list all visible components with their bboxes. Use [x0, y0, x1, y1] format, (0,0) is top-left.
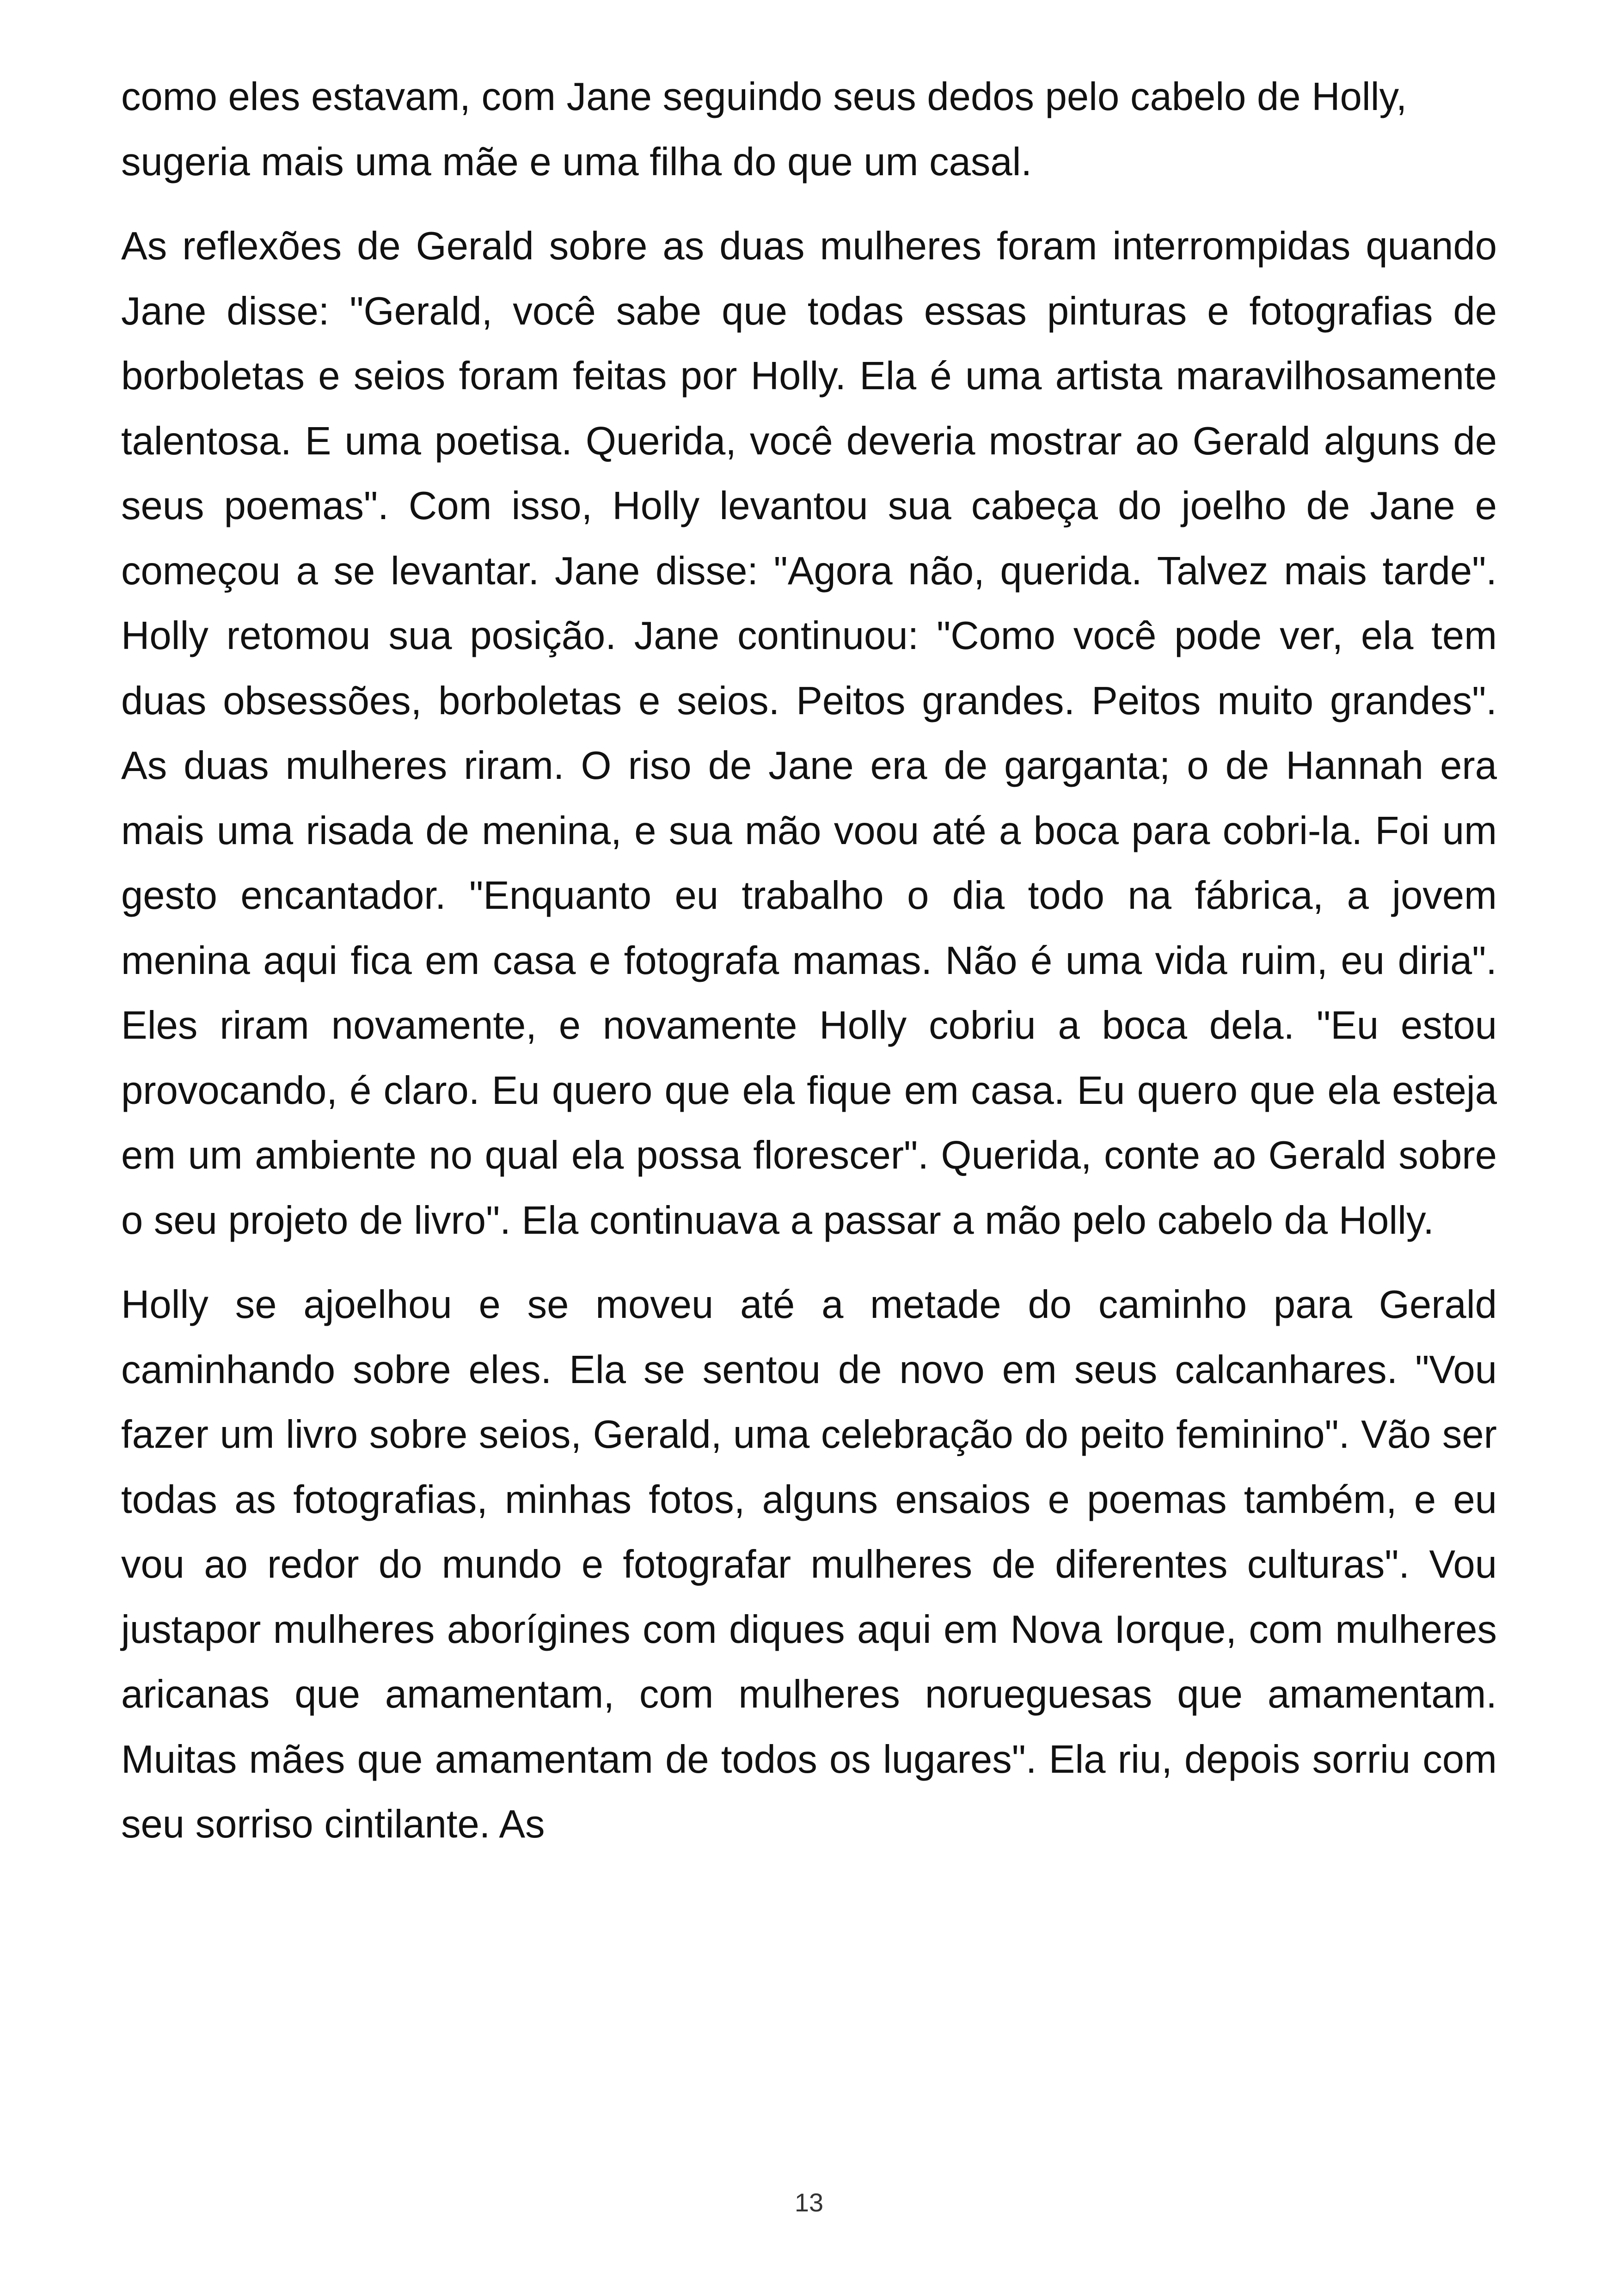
- paragraph-holly-book: Holly se ajoelhou e se moveu até a metade do caminho para Gerald caminhando sobre eles. Ela se sentou de novo em seus calcanhares. "Vou fazer um livro sobre seios, Gerald, uma celebração do peito feminino". Vão ser todas as fotografias, minhas fotos, alguns ensaios e poemas também, e eu vou ao redor do mundo e fotografar mulheres de diferentes culturas". Vou justapor mulheres aborígines com diques aqui em Nova Iorque, com mulheres aricanas que amamentam, com mulheres norueguesas que amamentam. Muitas mães que amamentam de todos os lugares". Ela riu, depois sorriu com seu sorriso cintilante. As: [121, 1283, 1497, 1846]
- body-text: [121, 65, 1497, 1857]
- paragraph-continuation: como eles estavam, com Jane seguindo seus dedos pelo cabelo de Holly, sugeria mais uma mãe e uma filha do que um casal.: [121, 75, 1407, 184]
- page-number: 13: [794, 2188, 824, 2217]
- paragraph-reflexoes: As reflexões de Gerald sobre as duas mulheres foram interrompidas quando Jane disse: "Gerald, você sabe que todas essas pinturas e fotografias de borboletas e seios foram feitas por Holly. Ela é uma artista maravilhosamente talentosa. E uma poetisa. Querida, você deveria mostrar ao Gerald alguns de seus poemas". Com isso, Holly levantou sua cabeça do joelho de Jane e começou a se levantar. Jane disse: "Agora não, querida. Talvez mais tarde". Holly retomou sua posição. Jane continuou: "Como você pode ver, ela tem duas obsessões, borboletas e seios. Peitos grandes. Peitos muito grandes". As duas mulheres riram. O riso de Jane era de garganta; o de Hannah era mais uma risada de menina, e sua mão voou até a boca para cobri-la. Foi um gesto encantador. "Enquanto eu trabalho o dia todo na fábrica, a jovem menina aqui fica em casa e fotografa mamas. Não é uma vida ruim, eu diria". Eles riram novamente, e novamente Holly cobriu a boca dela. "Eu estou provocando, é claro. Eu quero que ela fique em casa. Eu quero que ela esteja em um ambiente no qual ela possa florescer". Querida, conte ao Gerald sobre o seu projeto de livro". Ela continuava a passar a mão pelo cabelo da Holly.: [121, 224, 1497, 1243]
